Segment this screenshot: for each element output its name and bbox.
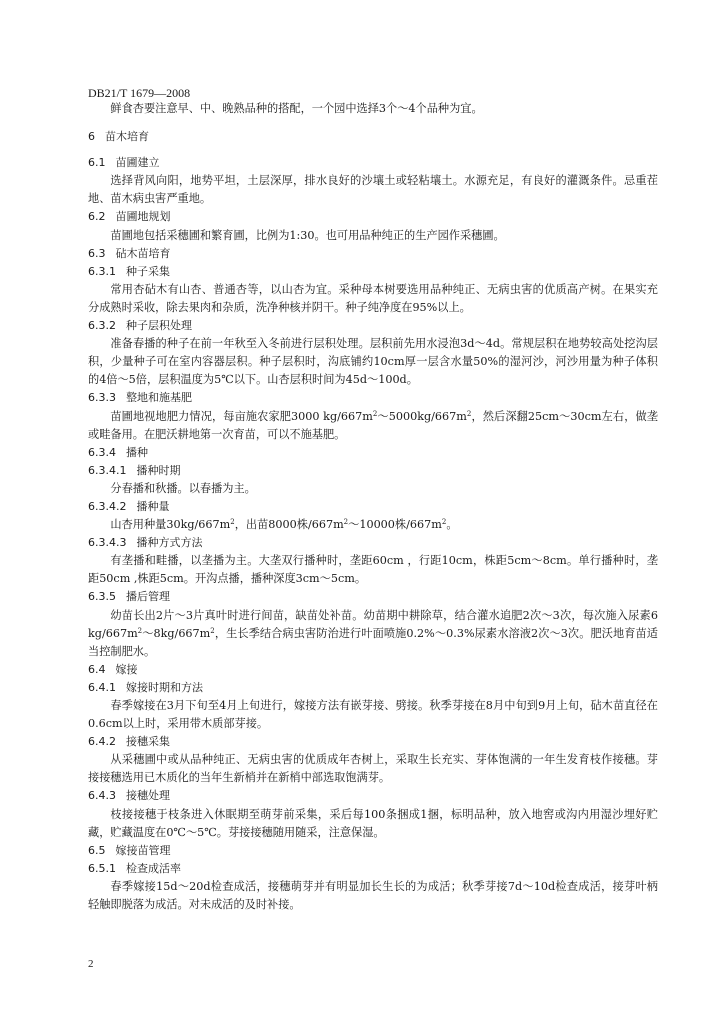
paragraph-text: ～10000株/667m	[348, 518, 442, 532]
paragraph: 春季嫁接在3月下旬至4月上旬进行，嫁接方法有嵌芽接、劈接。秋季芽接在8月中旬到9月上旬，砧木苗直径在0.6cm以上时，采用带木质部芽接。	[88, 699, 658, 731]
section-title: 播种时期	[136, 463, 181, 477]
section-number: 6	[88, 130, 95, 144]
section-number: 6.3.2	[88, 319, 116, 333]
section-number: 6.4.2	[88, 735, 116, 749]
section-title: 苗圃地规划	[115, 210, 171, 224]
section-number: 6.3	[88, 246, 106, 260]
paragraph	[88, 516, 658, 534]
section-number: 6.4.1	[88, 680, 116, 694]
section-title: 嫁接	[115, 662, 138, 676]
section-heading	[88, 842, 658, 860]
superscript: 2	[441, 518, 447, 527]
section-heading	[88, 389, 658, 407]
section-title: 嫁接苗管理	[115, 843, 171, 857]
section-number: 6.3.4.1	[88, 463, 127, 477]
section-title: 播后管理	[126, 590, 170, 604]
standard-code-header: DB21/T 1679—2008	[88, 86, 191, 100]
section-heading	[88, 154, 658, 172]
section-number: 6.4.3	[88, 789, 116, 803]
paragraph-text: ～8kg/667m	[142, 626, 211, 640]
document-body	[88, 100, 658, 914]
section-title: 种子层积处理	[126, 319, 192, 333]
superscript: 2	[372, 409, 378, 418]
paragraph: 从采穗圃中或从品种纯正、无病虫害的优质成年杏树上，采取生长充实、芽体饱满的一年生发育枝作接穗。芽接接穗选用已木质化的当年生新梢并在新梢中部选取饱满芽。	[88, 753, 658, 785]
section-title: 砧木苗培育	[115, 246, 171, 260]
paragraph-text: ，出苗8000株/667m	[234, 518, 344, 532]
section-number: 6.3.3	[88, 391, 116, 405]
section-title: 嫁接时期和方法	[126, 680, 203, 694]
paragraph-text: ，生长季结合病虫害防治进行叶面喷施0.2%～0.3%尿素水溶液2次～3次。肥沃地育苗适当控制肥水。	[88, 626, 658, 658]
paragraph-text: ～5000kg/667m	[377, 409, 467, 423]
section-number: 6.3.4	[88, 445, 116, 459]
paragraph-text: 。	[446, 518, 458, 532]
paragraph: 常用杏砧木有山杏、普通杏等，以山杏为宜。采种母本树要选用品种纯正、无病虫害的优质高产树。在果实充分成熟时采收，除去果肉和杂质，洗净种核并阴干。种子纯净度在95%以上。	[88, 282, 658, 314]
section-title: 整地和施基肥	[126, 391, 192, 405]
section-heading	[88, 444, 658, 462]
section-heading	[88, 128, 658, 146]
section-title: 播种量	[136, 499, 170, 513]
section-title: 检查成活率	[126, 861, 181, 875]
paragraph: 分春播和秋播。以春播为主。	[110, 481, 256, 495]
section-number: 6.3.5	[88, 590, 116, 604]
section-title: 苗圃建立	[115, 156, 160, 170]
paragraph-text: 苗圃地视地肥力情况，每亩施农家肥3000 kg/667m	[110, 409, 373, 423]
paragraph-text: ，然后深翻25cm～30cm左右，做垄或畦备用。在肥沃耕地第一次育苗，可以不施基肥。	[88, 409, 658, 441]
section-heading	[88, 733, 658, 751]
section-heading	[88, 588, 658, 606]
section-title: 接穗采集	[126, 735, 170, 749]
section-heading	[88, 263, 658, 281]
page-number: 2	[88, 958, 94, 970]
section-title: 苗木培育	[105, 130, 149, 144]
section-number: 6.4	[88, 662, 106, 676]
paragraph: 准备春播的种子在前一年秋至入冬前进行层积处理。层积前先用水浸泡3d～4d。常规层积在地势较高处挖沟层积，少量种子可在室内容器层积。种子层积时，沟底铺约10cm厚一层含水量50%的湿河沙，河沙用量为种子体积的4倍～5倍，层积温度为5℃以下。山杏层积时间为45d～100d。	[88, 337, 658, 387]
superscript: 2	[343, 518, 349, 527]
section-heading	[88, 534, 658, 552]
paragraph: 春季嫁接15d～20d检查成活，接穗萌芽并有明显加长生长的为成活；秋季芽接7d～10d检查成活，接芽叶柄轻触即脱落为成活。对未成活的及时补接。	[88, 879, 658, 912]
paragraph: 鲜食杏要注意早、中、晚熟品种的搭配，一个园中选择3个～4个品种为宜。	[110, 102, 483, 115]
paragraph	[88, 408, 658, 444]
section-title: 接穗处理	[126, 789, 170, 803]
section-number: 6.5.1	[88, 861, 116, 875]
section-heading	[88, 317, 658, 335]
section-heading	[88, 860, 658, 878]
section-title: 种子采集	[126, 264, 170, 278]
section-heading	[88, 245, 658, 263]
section-number: 6.3.4.3	[88, 536, 127, 550]
paragraph: 苗圃地包括采穗圃和繁育圃，比例为1:30。也可用品种纯正的生产园作采穗圃。	[110, 228, 505, 242]
paragraph-text: 山杏用种量30kg/667m	[110, 518, 231, 532]
section-number: 6.3.1	[88, 264, 116, 278]
section-title: 播种方式方法	[136, 536, 203, 550]
paragraph: 选择背风向阳，地势平坦，土层深厚，排水良好的沙壤土或轻粘壤土。水源充足，有良好的灌溉条件。忌重茬地、苗木病虫害严重地。	[88, 174, 658, 206]
section-number: 6.3.4.2	[88, 499, 127, 513]
section-heading	[88, 661, 658, 679]
superscript: 2	[137, 626, 143, 635]
paragraph: 有垄播和畦播，以垄播为主。大垄双行播种时，垄距60cm ，行距10cm，株距5cm～8cm。单行播种时，垄距50cm ,株距5cm。开沟点播，播种深度3cm～5cm。	[88, 554, 658, 586]
section-number: 6.2	[88, 210, 106, 224]
section-heading	[88, 208, 658, 226]
section-heading	[88, 679, 658, 697]
section-heading	[88, 462, 658, 480]
section-heading	[88, 787, 658, 805]
section-title: 播种	[126, 445, 148, 459]
paragraph-text: 幼苗长出2片～3片真叶时进行间苗，缺苗处补苗。幼苗期中耕除草，结合灌水追肥2次～3次，每次施入尿素6 kg/667m	[88, 608, 658, 640]
section-number: 6.5	[88, 843, 106, 857]
superscript: 2	[230, 518, 235, 527]
paragraph: 枝接接穗于枝条进入休眠期至萌芽前采集，采后每100条捆成1捆，标明品种，放入地窖或沟内用湿沙埋好贮藏，贮藏温度在0℃～5℃。芽接接穗随用随采，注意保湿。	[88, 807, 658, 839]
superscript: 2	[466, 409, 472, 418]
section-number: 6.1	[88, 156, 106, 170]
section-heading	[88, 498, 658, 516]
superscript: 2	[210, 626, 215, 635]
paragraph	[88, 607, 658, 661]
